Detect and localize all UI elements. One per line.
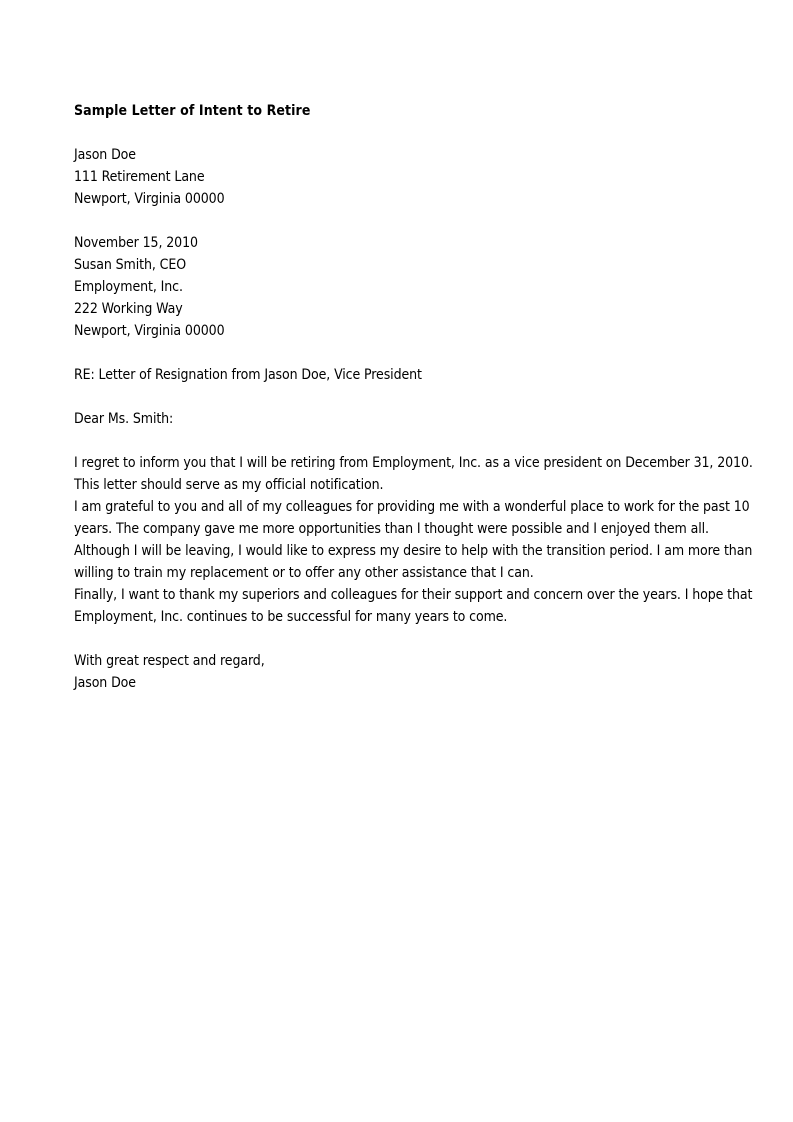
spacer: [74, 210, 714, 232]
recipient-city-state-zip: Newport, Virginia 00000: [74, 323, 225, 339]
body-line: Finally, I want to thank my superiors and colleagues for their support and concern over the years. I hope that: [74, 587, 753, 603]
body-line: Although I will be leaving, I would like to express my desire to help with the transition period. I am more than: [74, 543, 753, 559]
recipient-address-block: [74, 232, 714, 342]
recipient-name-title: Susan Smith, CEO: [74, 257, 186, 273]
spacer: [74, 342, 714, 364]
spacer: [74, 386, 714, 408]
closing-block: [74, 650, 714, 694]
body-line: I regret to inform you that I will be retiring from Employment, Inc. as a vice president on December 31, 2010.: [74, 455, 753, 471]
letter-body: [74, 100, 753, 694]
page-title: Sample Letter of Intent to Retire: [74, 103, 311, 119]
recipient-street: 222 Working Way: [74, 301, 183, 317]
valediction: With great respect and regard,: [74, 653, 265, 669]
sender-street: 111 Retirement Lane: [74, 169, 205, 185]
spacer: [74, 430, 714, 452]
sender-name: Jason Doe: [74, 147, 136, 163]
body-line: willing to train my replacement or to offer any other assistance that I can.: [74, 565, 534, 581]
sender-city-state-zip: Newport, Virginia 00000: [74, 191, 225, 207]
body-line: years. The company gave me more opportunities than I thought were possible and I enjoyed them all.: [74, 521, 709, 537]
spacer: [74, 122, 714, 144]
letter-date: November 15, 2010: [74, 235, 198, 251]
spacer: [74, 628, 714, 650]
body-line: I am grateful to you and all of my colleagues for providing me with a wonderful place to work for the past 10: [74, 499, 750, 515]
body-line: This letter should serve as my official notification.: [74, 477, 384, 493]
recipient-company: Employment, Inc.: [74, 279, 183, 295]
subject-line: RE: Letter of Resignation from Jason Doe, Vice President: [74, 367, 422, 383]
body-line: Employment, Inc. continues to be successful for many years to come.: [74, 609, 508, 625]
letter-body-text: [74, 452, 753, 628]
sender-address-block: [74, 144, 714, 210]
salutation: Dear Ms. Smith:: [74, 411, 174, 427]
signature-name: Jason Doe: [74, 675, 136, 691]
